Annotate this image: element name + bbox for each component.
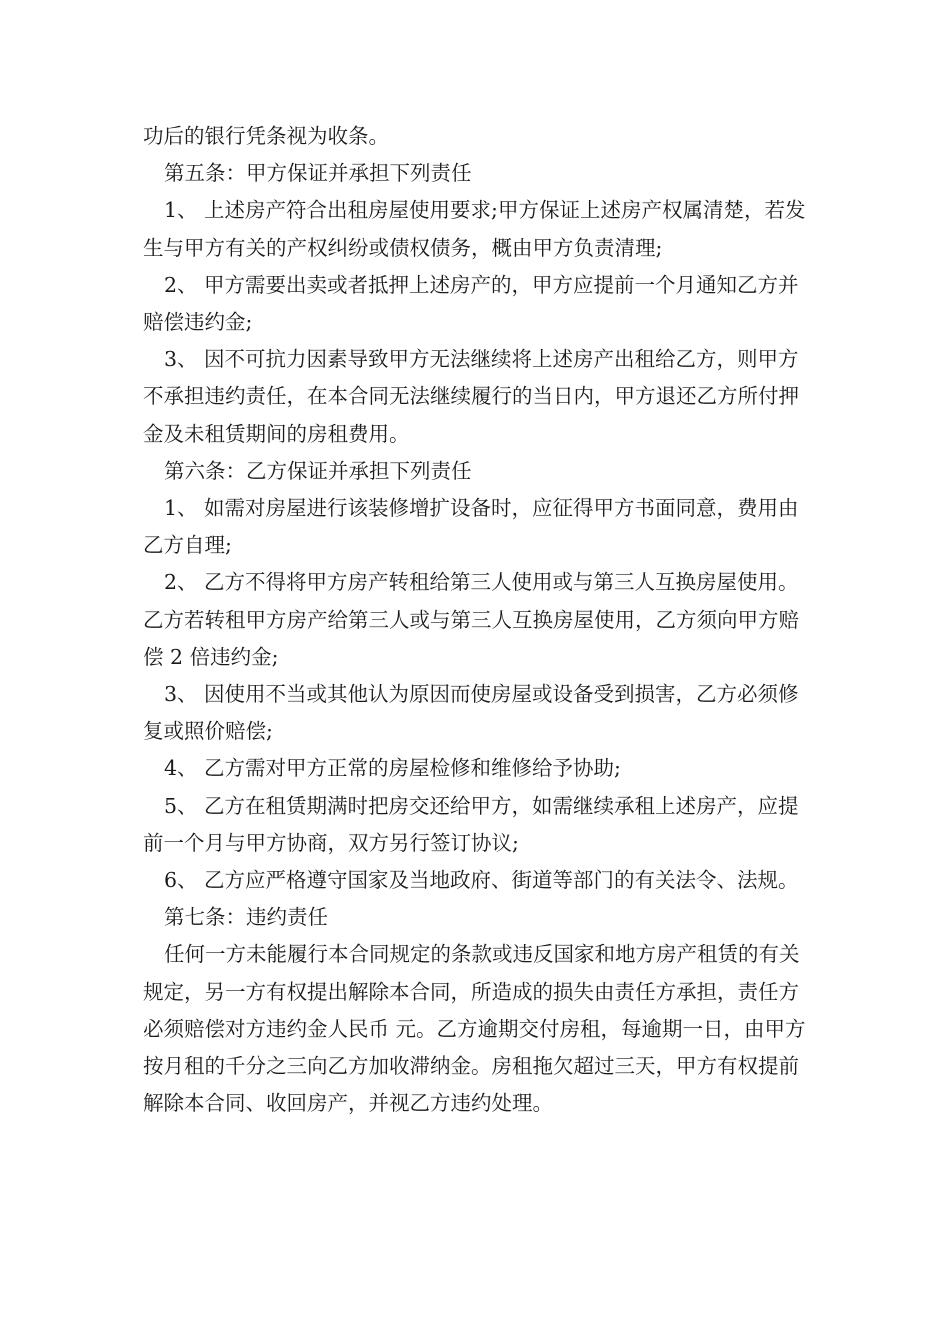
article-5-item-3: 3、 因不可抗力因素导致甲方无法继续将上述房产出租给乙方，则甲方不承担违约责任，在本合同无法继续履行的当日内，甲方退还乙方所付押金及未租赁期间的房租费用。 <box>143 347 799 446</box>
article-5-item-1: 1、 上述房产符合出租房屋使用要求;甲方保证上述房产权属清楚，若发生与甲方有关的产权纠纷或债权债务，概由甲方负责清理; <box>143 198 806 260</box>
article-6-item-4: 4、 乙方需对甲方正常的房屋检修和维修给予协助; <box>164 756 621 781</box>
article-7-body: 任何一方未能履行本合同规定的条款或违反国家和地方房产租赁的有关规定，另一方有权提出解除本合同，所造成的损失由责任方承担，责任方必须赔偿对方违约金人民币 元。乙方逾期交付房租，每逾期一日，由甲方按月租的千分之三向乙方加收滞纳金。房租拖欠超过三天，甲方有权提前解除本合同、收回房产，并视乙方违约处理。 <box>143 942 806 1116</box>
article-6-item-2: 2、 乙方不得将甲方房产转租给第三人使用或与第三人互换房屋使用。乙方若转租甲方房产给第三人或与第三人互换房屋使用，乙方须向甲方赔偿 2 倍违约金; <box>143 570 799 669</box>
article-6-item-5: 5、 乙方在租赁期满时把房交还给甲方，如需继续承租上述房产，应提前一个月与甲方协商，双方另行签订协议; <box>143 793 799 855</box>
article-7-heading: 第七条：违约责任 <box>164 905 328 930</box>
article-5-item-2: 2、 甲方需要出卖或者抵押上述房产的，甲方应提前一个月通知乙方并赔偿违约金; <box>143 272 799 335</box>
article-5-heading: 第五条：甲方保证并承担下列责任 <box>164 161 472 186</box>
article-6-item-3: 3、 因使用不当或其他认为原因而使房屋或设备受到损害，乙方必须修复或照价赔偿; <box>143 682 799 744</box>
paragraph-continuation: 功后的银行凭条视为收条。 <box>143 124 389 148</box>
article-6-heading: 第六条：乙方保证并承担下列责任 <box>164 458 472 483</box>
document-body <box>143 118 808 1122</box>
article-6-item-1: 1、 如需对房屋进行该装修增扩设备时，应征得甲方书面同意，费用由乙方自理; <box>143 496 799 558</box>
article-6-item-6: 6、 乙方应严格遵守国家及当地政府、街道等部门的有关法令、法规。 <box>164 868 799 893</box>
